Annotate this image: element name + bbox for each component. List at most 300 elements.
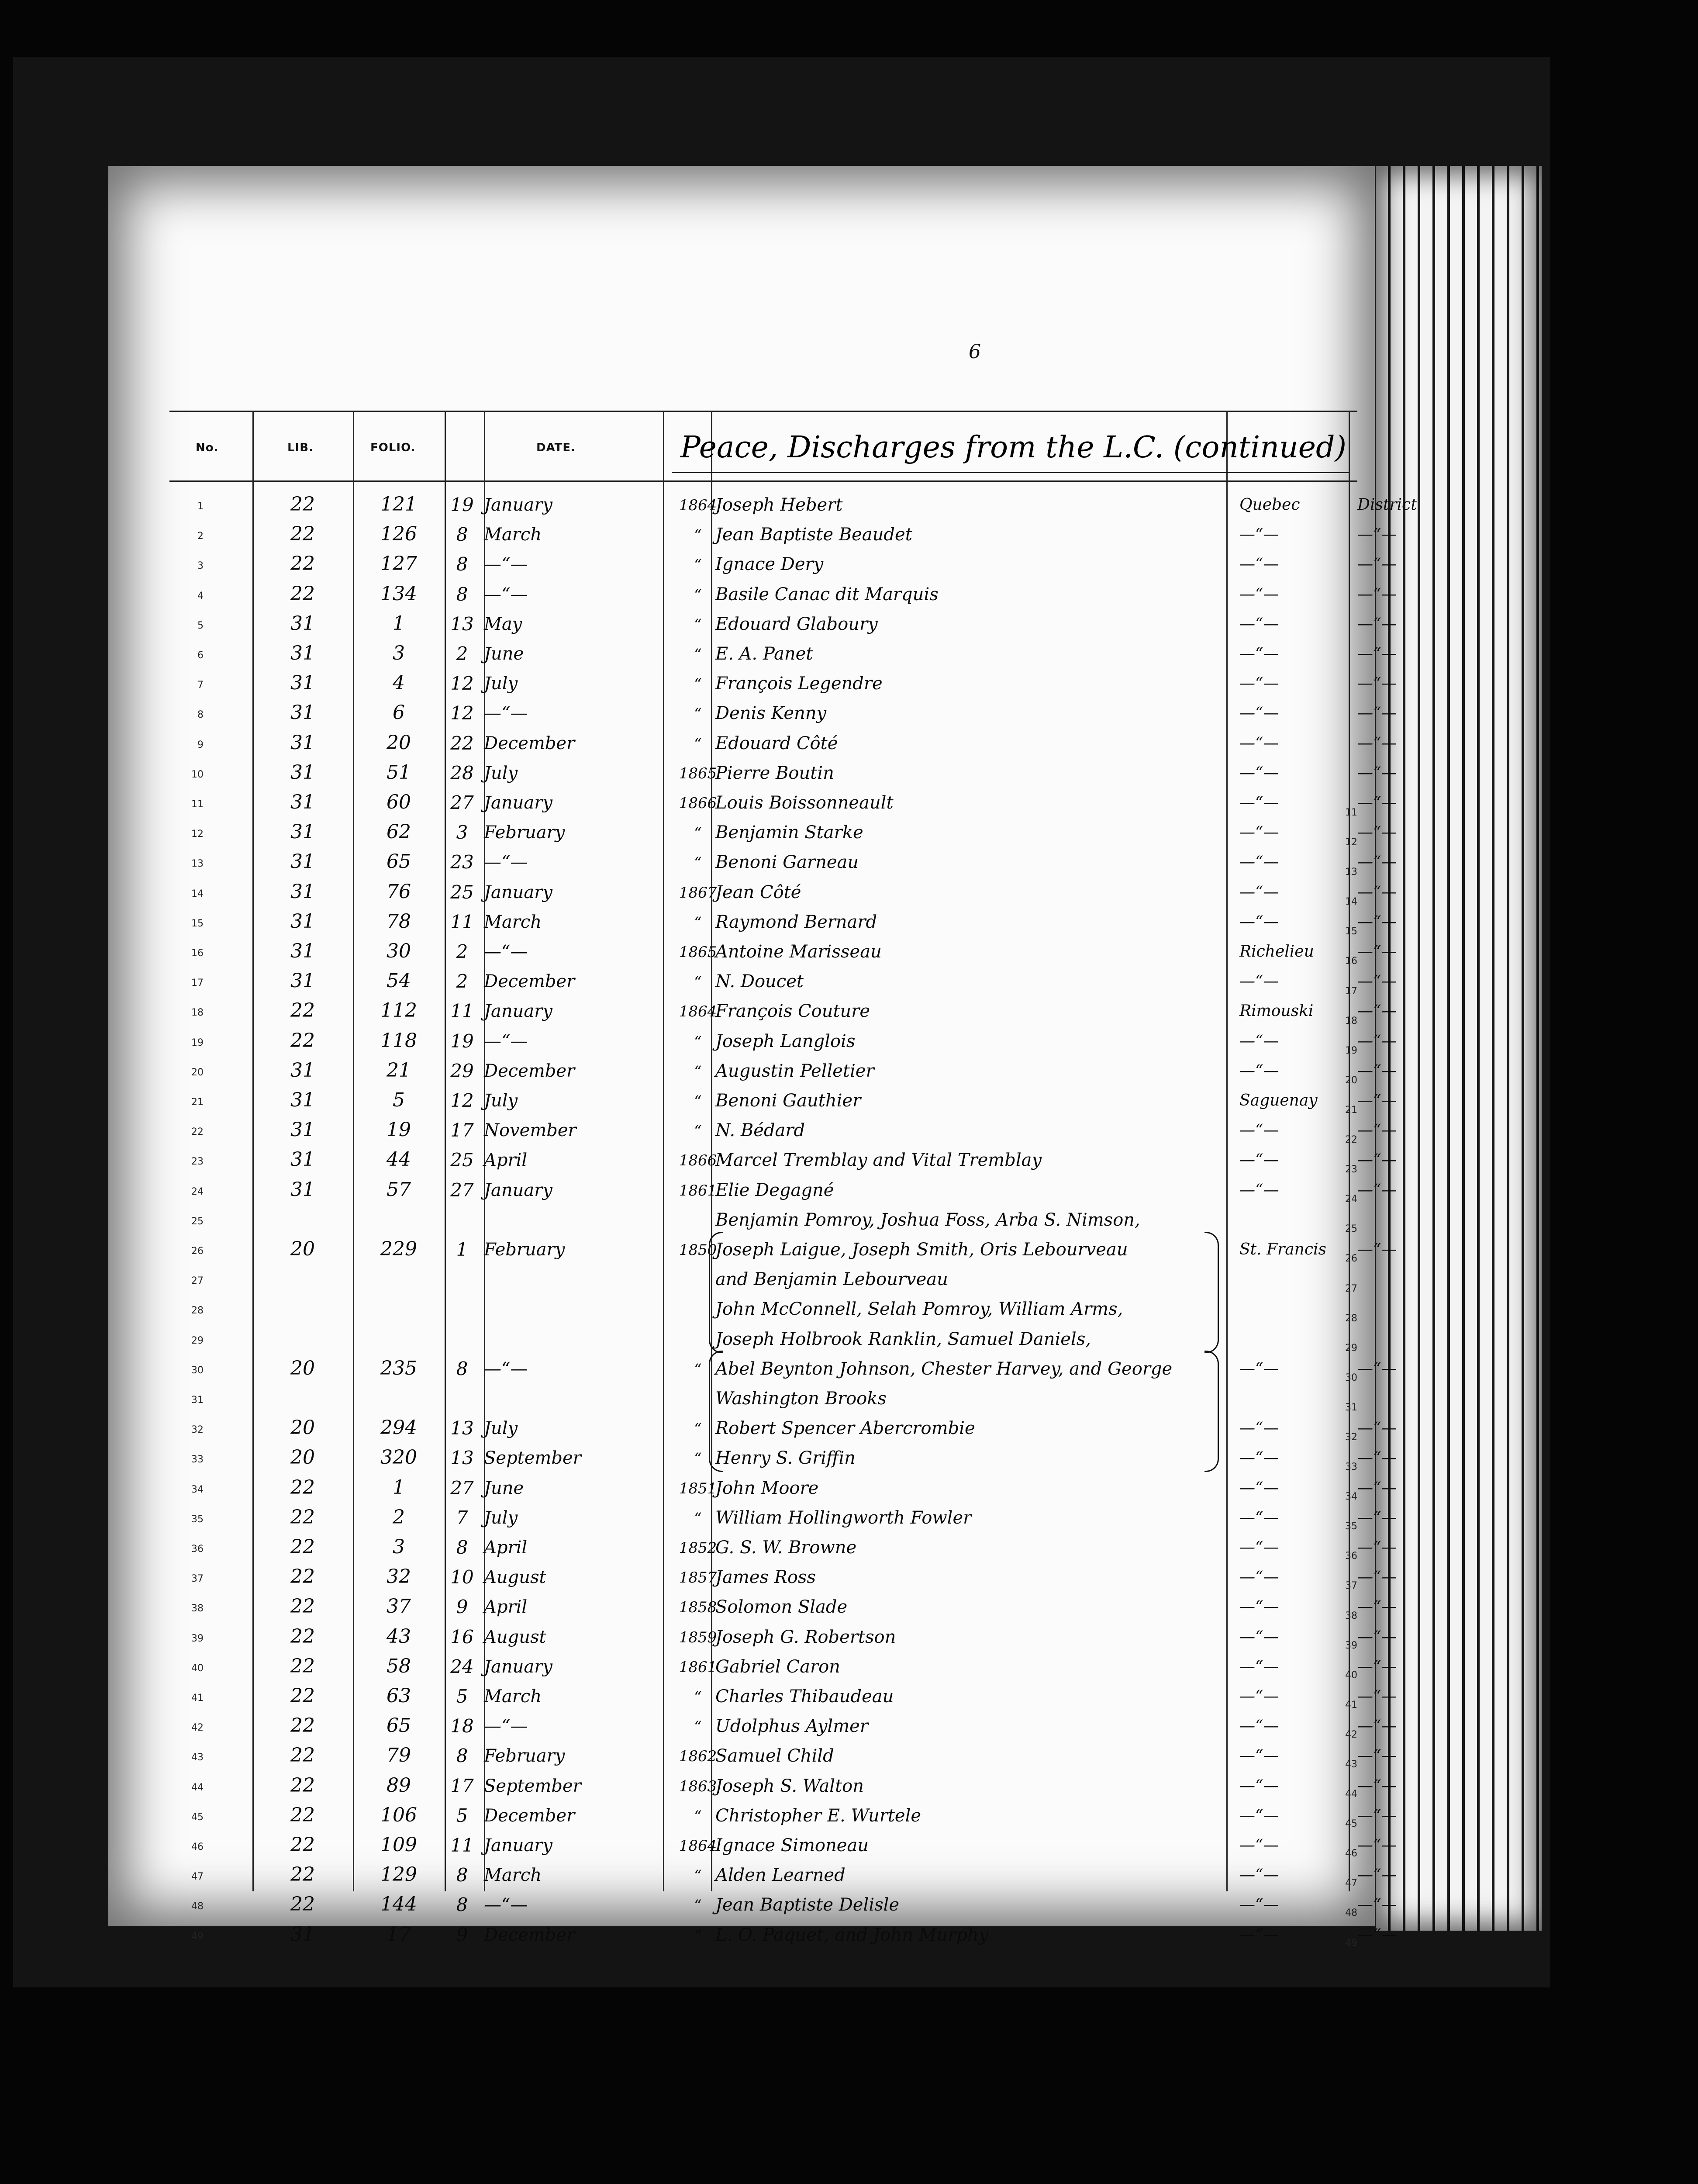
cell-month: August	[484, 1627, 546, 1647]
cell-lib: 31	[290, 910, 315, 933]
cell-year: 1865	[679, 764, 717, 782]
table-row	[108, 1355, 1397, 1385]
cell-name: Antoine Marisseau	[715, 942, 882, 962]
table-row	[108, 730, 1397, 760]
cell-year: “	[694, 1926, 702, 1944]
cell-dash: —“—	[1357, 1568, 1397, 1586]
cell-lib: 31	[290, 940, 315, 962]
cell-district: —“—	[1239, 823, 1279, 842]
cell-dash: —“—	[1357, 1657, 1397, 1676]
edge-row-number: 28	[1345, 1313, 1357, 1324]
cell-day: 25	[450, 881, 474, 903]
cell-day: 11	[450, 911, 474, 933]
edge-row-number: 11	[1345, 807, 1357, 818]
cell-name: Washington Brooks	[715, 1389, 887, 1409]
cell-dash: —“—	[1357, 1836, 1397, 1854]
table-row	[108, 1147, 1397, 1176]
edge-row-number: 48	[1345, 1908, 1357, 1919]
cell-no: 26	[191, 1246, 204, 1257]
cell-lib: 22	[290, 1476, 315, 1499]
cell-no: 33	[191, 1454, 204, 1465]
right-edge-row-numbers	[1345, 798, 1376, 1958]
cell-lib: 22	[290, 1774, 315, 1797]
cell-folio: 62	[387, 821, 411, 843]
cell-district: Quebec	[1239, 496, 1300, 514]
cell-day: 8	[456, 553, 468, 575]
cell-month: January	[484, 1656, 552, 1677]
cell-no: 13	[191, 858, 204, 870]
cell-month: September	[484, 1776, 581, 1796]
cell-year: 1852	[679, 1539, 717, 1557]
cell-no: 1	[197, 501, 204, 512]
cell-year: “	[694, 675, 702, 693]
edge-row-number: 17	[1345, 985, 1357, 997]
cell-folio: 6	[393, 702, 405, 724]
cell-no: 19	[191, 1037, 204, 1048]
header-bottom-rule	[169, 480, 1357, 482]
cell-lib: 22	[290, 999, 315, 1022]
cell-lib: 31	[290, 970, 315, 992]
cell-name: François Legendre	[715, 674, 883, 694]
column-header-lib: LIB.	[287, 441, 314, 454]
cell-day: 13	[450, 1447, 474, 1469]
cell-day: 18	[450, 1715, 474, 1737]
cell-no: 47	[191, 1871, 204, 1883]
cell-month: January	[484, 1001, 552, 1022]
edge-row-number: 14	[1345, 896, 1357, 908]
table-row	[108, 879, 1397, 909]
cell-dash: —“—	[1357, 1032, 1397, 1050]
cell-year: 1861	[679, 1182, 717, 1199]
cell-district: St. Francis	[1239, 1241, 1327, 1258]
cell-month: —“—	[484, 554, 528, 575]
cell-day: 7	[456, 1507, 468, 1528]
cell-folio: 44	[387, 1148, 411, 1171]
cell-district: —“—	[1239, 1866, 1279, 1884]
edge-row-number: 39	[1345, 1640, 1357, 1651]
cell-dash: —“—	[1357, 972, 1397, 991]
cell-month: March	[484, 525, 542, 545]
cell-name: François Couture	[715, 1001, 870, 1022]
cell-district: —“—	[1239, 1598, 1279, 1616]
cell-year: “	[694, 1092, 702, 1110]
table-row	[108, 1534, 1397, 1564]
cell-folio: 20	[387, 731, 411, 754]
cell-dash: —“—	[1357, 1092, 1397, 1109]
cell-name: Robert Spencer Abercrombie	[715, 1418, 975, 1439]
cell-lib: 31	[290, 850, 315, 873]
cell-dash: —“—	[1357, 585, 1397, 603]
cell-year: 1866	[679, 795, 717, 812]
table-row	[108, 1057, 1397, 1087]
cell-district: —“—	[1239, 674, 1279, 693]
cell-dash: —“—	[1357, 1896, 1397, 1914]
cell-name: Augustin Pelletier	[715, 1061, 874, 1081]
cell-no: 7	[197, 680, 204, 691]
cell-folio: 30	[387, 940, 411, 962]
cell-year: “	[694, 1420, 702, 1438]
cell-month: January	[484, 495, 552, 515]
cell-month: March	[484, 1865, 542, 1886]
table-row	[108, 1296, 1375, 1325]
table-row	[108, 1236, 1397, 1266]
cell-no: 36	[191, 1544, 204, 1555]
cell-day: 27	[450, 1179, 474, 1201]
edge-row-number: 27	[1345, 1283, 1357, 1294]
cell-year: 1864	[679, 1837, 717, 1855]
cell-month: April	[484, 1150, 528, 1171]
table-row	[108, 1742, 1397, 1772]
cell-dash: —“—	[1357, 1866, 1397, 1884]
edge-row-number: 16	[1345, 956, 1357, 967]
cell-folio: 89	[387, 1774, 411, 1797]
cell-year: 1850	[679, 1241, 717, 1259]
cell-folio: 32	[387, 1565, 411, 1588]
cell-name: Ignace Dery	[715, 554, 824, 575]
table-row	[108, 909, 1397, 938]
table-row	[108, 1177, 1397, 1206]
cell-dash: —“—	[1357, 1061, 1397, 1080]
name-brace-left	[709, 1351, 723, 1472]
cell-day: 28	[450, 762, 474, 784]
cell-year: 1861	[679, 1658, 717, 1676]
cell-name: L. O. Paquet, and John Murphy	[715, 1925, 989, 1945]
cell-dash: —“—	[1357, 1806, 1397, 1825]
cell-name: Samuel Child	[715, 1746, 834, 1766]
cell-lib: 22	[290, 493, 315, 515]
cell-district: —“—	[1239, 1687, 1279, 1705]
cell-dash: —“—	[1357, 1925, 1397, 1944]
cell-name: John Moore	[715, 1478, 819, 1498]
cell-district: Richelieu	[1239, 943, 1314, 961]
cell-month: January	[484, 1180, 552, 1200]
cell-month: —“—	[484, 584, 528, 605]
cell-no: 43	[191, 1752, 204, 1763]
cell-lib: 31	[290, 1148, 315, 1171]
cell-year: “	[694, 556, 702, 574]
cell-month: —“—	[484, 1031, 528, 1051]
cell-no: 34	[191, 1484, 204, 1495]
cell-folio: 21	[387, 1059, 411, 1082]
cell-name: Joseph Holbrook Ranklin, Samuel Daniels,	[715, 1329, 1091, 1349]
cell-dash: —“—	[1357, 764, 1397, 782]
cell-folio: 109	[380, 1834, 417, 1856]
cell-folio: 5	[393, 1089, 405, 1111]
table-row	[108, 819, 1397, 849]
edge-row-number: 25	[1345, 1223, 1357, 1235]
cell-year: “	[694, 1062, 702, 1080]
cell-no: 40	[191, 1662, 204, 1674]
cell-lib: 31	[290, 791, 315, 813]
cell-month: July	[484, 763, 518, 783]
name-brace-right	[1204, 1351, 1219, 1472]
cell-district: —“—	[1239, 585, 1279, 603]
cell-name: William Hollingworth Fowler	[715, 1507, 972, 1528]
table-row	[108, 849, 1397, 878]
cell-month: February	[484, 1240, 565, 1260]
cell-folio: 78	[387, 910, 411, 933]
table-row	[108, 1713, 1397, 1742]
table-row	[108, 1206, 1375, 1236]
cell-lib: 22	[290, 1685, 315, 1707]
cell-no: 49	[191, 1931, 204, 1942]
cell-dash: District	[1357, 496, 1417, 514]
cell-dash: —“—	[1357, 704, 1397, 722]
column-header-folio: FOLIO.	[370, 441, 416, 454]
cell-month: May	[484, 614, 522, 634]
cell-day: 2	[456, 971, 468, 992]
cell-no: 21	[191, 1097, 204, 1108]
cell-no: 12	[191, 829, 204, 840]
cell-month: July	[484, 1418, 518, 1439]
name-brace-left	[709, 1232, 723, 1353]
cell-name: Marcel Tremblay and Vital Tremblay	[715, 1150, 1042, 1171]
table-row	[108, 1266, 1375, 1296]
cell-no: 23	[191, 1156, 204, 1168]
cell-dash: —“—	[1357, 943, 1397, 961]
title-underline	[672, 472, 1349, 473]
cell-folio: 58	[387, 1655, 411, 1677]
cell-dash: —“—	[1357, 1151, 1397, 1169]
cell-folio: 144	[380, 1893, 417, 1916]
cell-day: 16	[450, 1626, 474, 1648]
edge-row-number: 47	[1345, 1878, 1357, 1889]
cell-month: December	[484, 1805, 575, 1826]
cell-district: —“—	[1239, 1508, 1279, 1527]
cell-day: 8	[456, 1537, 468, 1558]
cell-district: —“—	[1239, 1479, 1279, 1497]
cell-district: —“—	[1239, 1776, 1279, 1795]
cell-year: “	[694, 615, 702, 633]
cell-folio: 63	[387, 1685, 411, 1707]
cell-name: Ignace Simoneau	[715, 1835, 869, 1856]
cell-lib: 22	[290, 1834, 315, 1856]
cell-lib: 31	[290, 761, 315, 784]
cell-district: —“—	[1239, 1747, 1279, 1765]
cell-folio: 19	[387, 1119, 411, 1141]
table-row	[108, 1802, 1397, 1832]
edge-row-number: 13	[1345, 867, 1357, 878]
table-row	[108, 1653, 1397, 1683]
cell-no: 39	[191, 1633, 204, 1644]
table-row	[108, 1504, 1397, 1534]
cell-name: John McConnell, Selah Pomroy, William Arms,	[715, 1299, 1123, 1320]
table-row	[108, 998, 1397, 1027]
cell-no: 22	[191, 1127, 204, 1138]
cell-name: Henry S. Griffin	[715, 1448, 856, 1469]
cell-name: Benjamin Pomroy, Joshua Foss, Arba S. Nimson,	[715, 1209, 1140, 1230]
cell-name: Louis Boissonneault	[715, 793, 894, 813]
cell-name: G. S. W. Browne	[715, 1538, 857, 1558]
table-row	[108, 670, 1397, 700]
cell-day: 3	[456, 822, 468, 843]
cell-dash: —“—	[1357, 1002, 1397, 1020]
cell-month: June	[484, 1478, 524, 1498]
column-header-date: DATE.	[536, 441, 576, 454]
table-row	[108, 1921, 1397, 1951]
cell-folio: 43	[387, 1625, 411, 1648]
cell-dash: —“—	[1357, 853, 1397, 871]
page-mark: 6	[969, 341, 981, 363]
cell-folio: 54	[387, 970, 411, 992]
cell-lib: 22	[290, 1655, 315, 1677]
cell-day: 5	[456, 1804, 468, 1826]
table-row	[108, 1624, 1397, 1653]
cell-year: 1865	[679, 943, 717, 961]
cell-dash: —“—	[1357, 912, 1397, 931]
cell-folio: 294	[380, 1417, 417, 1439]
cell-district: —“—	[1239, 1836, 1279, 1854]
edge-row-number: 24	[1345, 1194, 1357, 1205]
cell-lib: 20	[290, 1357, 315, 1379]
cell-lib: 22	[290, 1804, 315, 1826]
cell-month: November	[484, 1120, 576, 1141]
cell-folio: 76	[387, 880, 411, 903]
cell-district: —“—	[1239, 764, 1279, 782]
cell-name: and Benjamin Lebourveau	[715, 1269, 948, 1290]
cell-district: —“—	[1239, 1717, 1279, 1735]
table-row	[108, 1385, 1375, 1415]
cell-month: August	[484, 1567, 546, 1588]
cell-no: 24	[191, 1186, 204, 1197]
edge-row-number: 42	[1345, 1729, 1357, 1740]
cell-dash: —“—	[1357, 1776, 1397, 1795]
cell-month: December	[484, 1061, 575, 1081]
cell-year: “	[694, 705, 702, 723]
table-row	[108, 938, 1397, 968]
cell-lib: 31	[290, 1119, 315, 1141]
cell-lib: 22	[290, 1625, 315, 1648]
cell-year: “	[694, 973, 702, 991]
cell-dash: —“—	[1357, 674, 1397, 693]
cell-district: —“—	[1239, 525, 1279, 544]
cell-no: 2	[197, 531, 204, 542]
cell-name: Joseph Langlois	[715, 1031, 856, 1051]
cell-folio: 112	[380, 999, 417, 1022]
cell-folio: 106	[380, 1804, 417, 1826]
cell-no: 6	[197, 650, 204, 661]
table-row	[108, 1593, 1397, 1623]
ledger-title: Peace, Discharges from the L.C. (continued)	[680, 430, 1347, 465]
edge-row-number: 38	[1345, 1610, 1357, 1621]
edge-row-number: 46	[1345, 1848, 1357, 1859]
cell-name: Joseph S. Walton	[715, 1776, 864, 1796]
cell-year: 1864	[679, 497, 717, 514]
cell-dash: —“—	[1357, 1628, 1397, 1646]
cell-no: 44	[191, 1782, 204, 1793]
table-row	[108, 640, 1397, 670]
cell-year: “	[694, 1450, 702, 1468]
cell-month: —“—	[484, 852, 528, 873]
cell-day: 8	[456, 1358, 468, 1379]
cell-month: January	[484, 793, 552, 813]
cell-year: “	[694, 1718, 702, 1736]
cell-year: 1866	[679, 1152, 717, 1170]
cell-district: —“—	[1239, 883, 1279, 901]
cell-name: Jean Baptiste Delisle	[715, 1895, 900, 1915]
cell-year: 1858	[679, 1599, 717, 1617]
cell-year: “	[694, 1509, 702, 1527]
edge-row-number: 44	[1345, 1789, 1357, 1800]
table-row	[108, 1564, 1397, 1593]
cell-no: 35	[191, 1514, 204, 1525]
cell-name: Basile Canac dit Marquis	[715, 584, 939, 605]
cell-folio: 37	[387, 1595, 411, 1618]
cell-no: 5	[197, 620, 204, 631]
cell-day: 12	[450, 702, 474, 724]
cell-folio: 121	[380, 493, 417, 515]
cell-month: March	[484, 1686, 542, 1707]
cell-district: Saguenay	[1239, 1092, 1318, 1109]
cell-year: “	[694, 913, 702, 931]
cell-dash: —“—	[1357, 734, 1397, 752]
cell-day: 27	[450, 1477, 474, 1499]
cell-day: 23	[450, 851, 474, 873]
cell-year: “	[694, 586, 702, 604]
cell-name: Christopher E. Wurtele	[715, 1805, 921, 1826]
cell-year: 1862	[679, 1748, 717, 1766]
cell-no: 31	[191, 1395, 204, 1406]
cell-no: 4	[197, 590, 204, 601]
cell-no: 20	[191, 1067, 204, 1078]
cell-folio: 134	[380, 582, 417, 605]
cell-lib: 31	[290, 880, 315, 903]
cell-month: —“—	[484, 942, 528, 962]
table-row	[108, 1117, 1397, 1147]
cell-dash: —“—	[1357, 1747, 1397, 1765]
cell-lib: 20	[290, 1238, 315, 1260]
cell-day: 2	[456, 643, 468, 664]
cell-year: 1864	[679, 1003, 717, 1021]
cell-name: Abel Beynton Johnson, Chester Harvey, and George	[715, 1358, 1173, 1379]
header-top-rule	[169, 411, 1357, 412]
cell-lib: 31	[290, 612, 315, 635]
cell-day: 9	[456, 1596, 468, 1618]
cell-month: June	[484, 644, 524, 664]
cell-lib: 22	[290, 553, 315, 575]
cell-day: 8	[456, 1745, 468, 1767]
cell-district: —“—	[1239, 1925, 1279, 1944]
cell-folio: 235	[380, 1357, 417, 1379]
cell-district: —“—	[1239, 1419, 1279, 1438]
table-row	[108, 700, 1397, 729]
cell-no: 41	[191, 1693, 204, 1704]
cell-dash: —“—	[1357, 1449, 1397, 1467]
table-row	[108, 968, 1397, 998]
cell-day: 8	[456, 583, 468, 605]
cell-day: 13	[450, 1417, 474, 1439]
cell-day: 27	[450, 792, 474, 813]
cell-day: 24	[450, 1655, 474, 1677]
cell-folio: 129	[380, 1863, 417, 1886]
cell-month: —“—	[484, 703, 528, 724]
cell-district: —“—	[1239, 645, 1279, 663]
table-row	[108, 581, 1397, 611]
cell-no: 15	[191, 918, 204, 929]
cell-district: —“—	[1239, 704, 1279, 722]
cell-dash: —“—	[1357, 823, 1397, 842]
cell-no: 10	[191, 769, 204, 780]
cell-dash: —“—	[1357, 1479, 1397, 1497]
cell-folio: 1	[393, 612, 405, 635]
cell-name: Benjamin Starke	[715, 822, 863, 843]
edge-row-number: 18	[1345, 1015, 1357, 1026]
cell-district: —“—	[1239, 1568, 1279, 1586]
cell-no: 11	[191, 799, 204, 810]
cell-folio: 4	[393, 672, 405, 695]
cell-day: 13	[450, 613, 474, 635]
cell-name: Udolphus Aylmer	[715, 1716, 868, 1737]
